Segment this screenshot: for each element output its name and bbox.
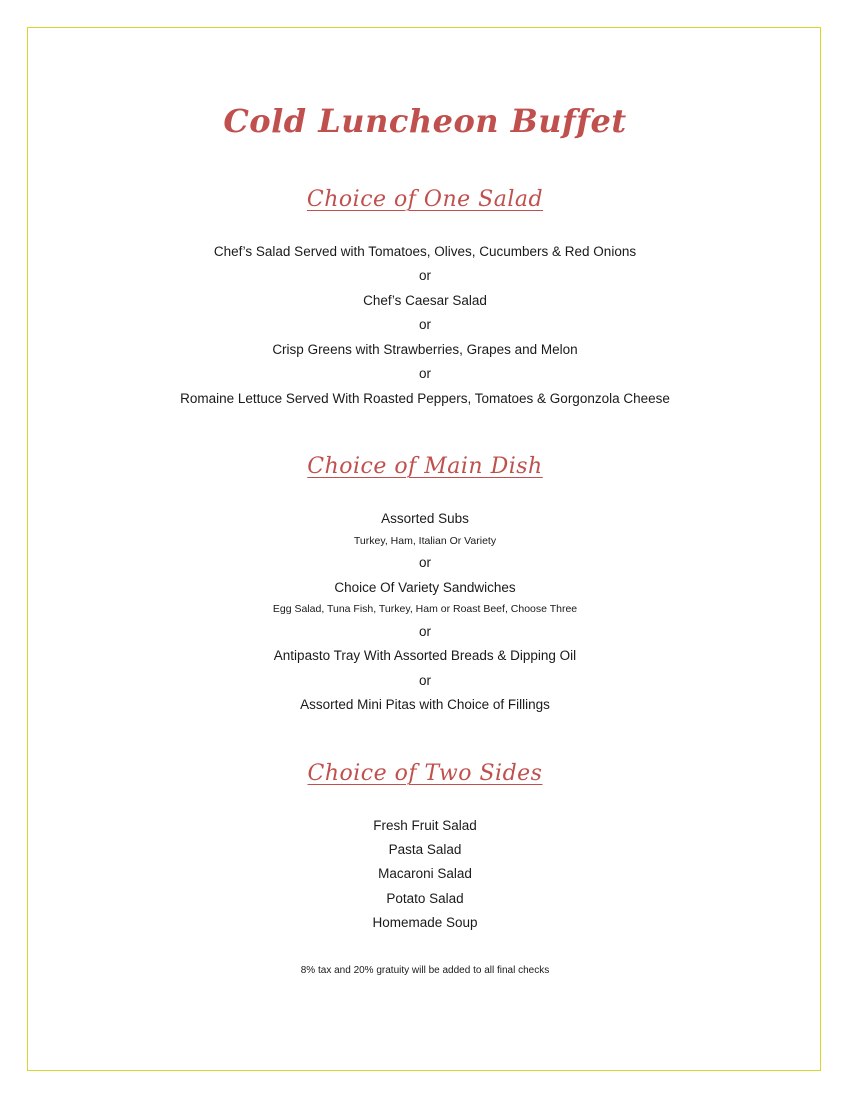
side-item: Homemade Soup <box>372 915 478 930</box>
salad-item: Romaine Lettuce Served With Roasted Peppers, Tomatoes & Gorgonzola Cheese <box>180 391 670 406</box>
or-separator: or <box>418 624 431 639</box>
main-dish-heading: Choice of Main Dish <box>307 454 543 479</box>
page-title: Cold Luncheon Buffet <box>223 102 627 140</box>
or-separator: or <box>418 268 431 283</box>
main-dish-item: Assorted Mini Pitas with Choice of Fillings <box>300 697 550 712</box>
main-dish-detail: Turkey, Ham, Italian Or Variety <box>353 535 497 547</box>
or-separator: or <box>418 317 431 332</box>
side-item: Potato Salad <box>386 891 464 906</box>
main-dish-detail: Egg Salad, Tuna Fish, Turkey, Ham or Roast Beef, Choose Three <box>272 603 578 615</box>
main-dish-item: Antipasto Tray With Assorted Breads & Dipping Oil <box>273 648 577 663</box>
main-dish-item: Assorted Subs <box>381 511 469 526</box>
side-item: Fresh Fruit Salad <box>373 818 477 833</box>
or-separator: or <box>418 555 431 570</box>
side-item: Macaroni Salad <box>378 866 472 881</box>
salad-heading: Choice of One Salad <box>306 187 544 212</box>
side-item: Pasta Salad <box>388 842 462 857</box>
or-separator: or <box>418 673 431 688</box>
salad-item: Chef’s Caesar Salad <box>363 293 487 308</box>
main-dish-item: Choice Of Variety Sandwiches <box>334 580 516 595</box>
or-separator: or <box>418 366 431 381</box>
salad-item: Chef’s Salad Served with Tomatoes, Olives, Cucumbers & Red Onions <box>213 244 637 259</box>
salad-item: Crisp Greens with Strawberries, Grapes and Melon <box>272 342 578 357</box>
footer-note: 8% tax and 20% gratuity will be added to all final checks <box>300 965 550 976</box>
sides-heading: Choice of Two Sides <box>307 761 543 786</box>
